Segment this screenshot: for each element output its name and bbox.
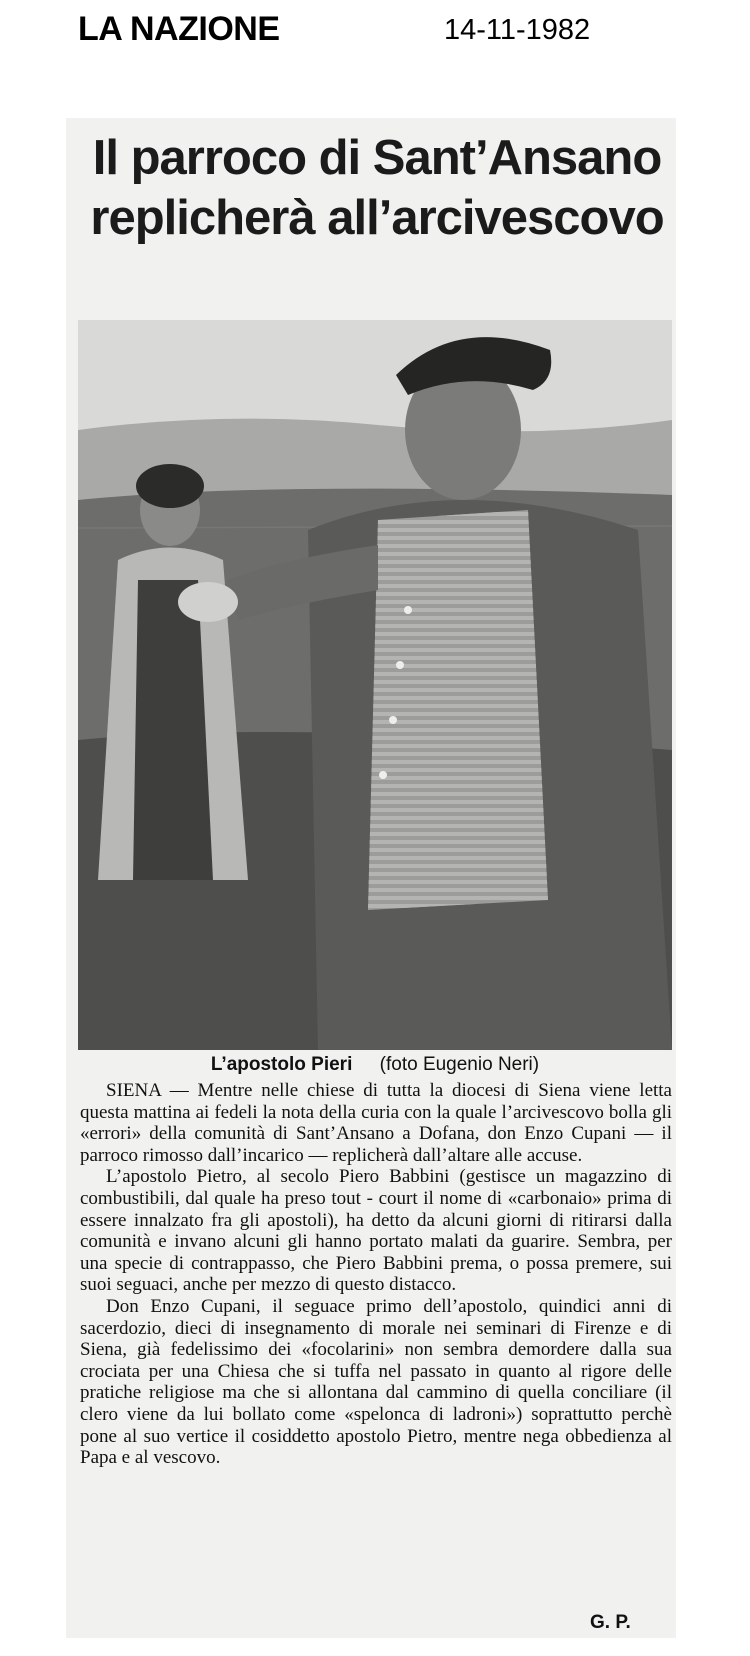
- article-paragraph-1: SIENA — Mentre nelle chiese di tutta la diocesi di Siena viene letta questa mattina ai fedeli la nota della curia con la quale l’arcivescovo bolla gli «errori» della comunità di Sant’Ansano a Dofana, don Enzo Cupani — il parroco rimosso dall’incarico — replicherà dall’altare alle accuse.: [80, 1080, 672, 1166]
- author-signature: G. P.: [590, 1612, 631, 1633]
- article-body: [80, 1080, 672, 1469]
- headline-line-2: replicherà all’arcivescovo: [90, 191, 664, 245]
- publication-date: 14-11-1982: [444, 14, 591, 46]
- article-paragraph-3: Don Enzo Cupani, il seguace primo dell’apostolo, quindici anni di sacerdozio, dieci di insegnamento di morale nei seminari di Firenze e di Siena, già fedelissimo dei «focolarini» non sembra demordere dalla sua crociata per una Chiesa che si tuffa nel passato in quanto al rigore delle pratiche religiose ma che si allontana dal cammino di quella conciliare (il clero viene da lui bollato come «spelonca di ladroni») soprattutto perchè pone al suo vertice il cosiddetto apostolo Pietro, mentre nega obbedienza al Papa e al vescovo.: [80, 1295, 672, 1469]
- photo-caption: [78, 1054, 672, 1076]
- newspaper-name: LA NAZIONE: [78, 10, 280, 48]
- article-headline: [82, 128, 672, 248]
- article-photo: [78, 320, 672, 1050]
- caption-subject: L’apostolo Pieri: [210, 1054, 353, 1075]
- article-paragraph-2: L’apostolo Pietro, al secolo Piero Babbini (gestisce un magazzino di combustibili, dal quale ha preso tout - court il nome di «carbonaio» prima di essere innalzato fra gli apostoli), ha detto da alcuni giorni di ritirarsi dalla comunità e invano alcuni gli hanno portato malati da guarire. Sembra, per una specie di contrappasso, che Piero Babbini prema, o possa premere, sui suoi seguaci, anche per mezzo di questo distacco.: [80, 1166, 672, 1296]
- caption-credit: (foto Eugenio Neri): [379, 1054, 540, 1075]
- headline-line-1: Il parroco di Sant’Ansano: [92, 131, 662, 185]
